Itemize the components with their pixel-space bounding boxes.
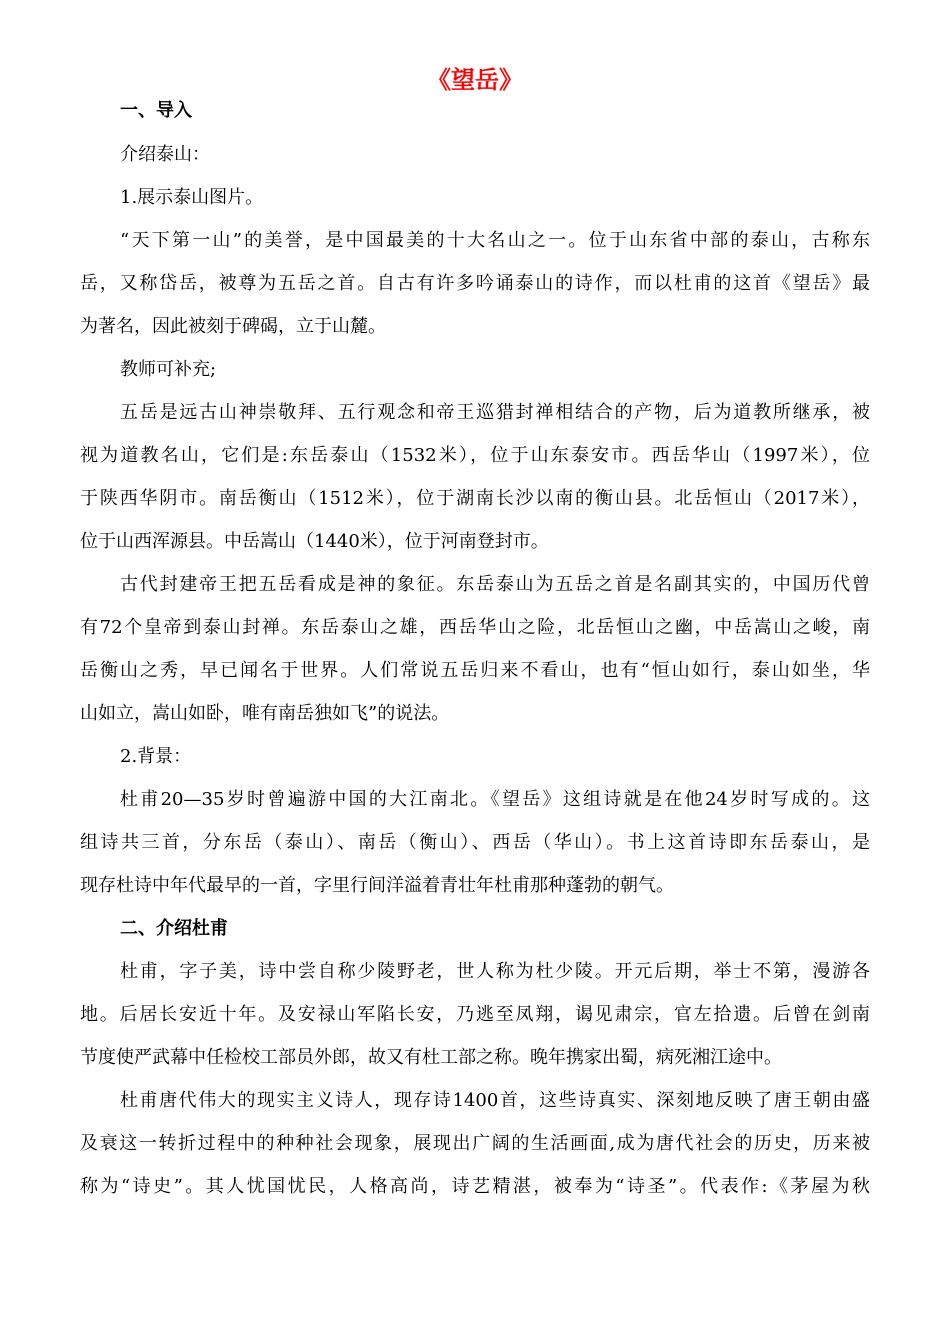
paragraph-line: “天下第一山”的美誉，是中国最美的十大名山之一。位于山东省中部的泰山，古称东 [120, 230, 870, 251]
paragraph-line: 为著名，因此被刻于碑碣，立于山麓。 [80, 316, 386, 337]
paragraph-line: 2.背景： [120, 746, 192, 767]
section-heading-intro: 一、导入 [120, 100, 192, 121]
paragraph-line: 山如立，嵩山如卧，唯有南岳独如飞”的说法。 [80, 703, 450, 724]
paragraph-line: 视为道教名山，它们是:东岳泰山（1532米），位于山东泰安市。西岳华山（1997米），位 [80, 445, 870, 466]
paragraph-line: 现存杜诗中年代最早的一首，字里行间洋溢着青壮年杜甫那种蓬勃的朝气。 [80, 875, 674, 896]
paragraph-line: 杜甫唐代伟大的现实主义诗人，现存诗1400首，这些诗真实、深刻地反映了唐王朝由盛 [120, 1090, 870, 1111]
paragraph-line: 地。后居长安近十年。及安禄山军陷长安，乃逃至凤翔，谒见肃宗，官左拾遗。后曾在剑南 [80, 1004, 870, 1025]
paragraph-line: 教师可补充; [120, 359, 217, 380]
paragraph-line: 组诗共三首，分东岳（泰山）、南岳（衡山）、西岳（华山）。书上这首诗即东岳泰山，是 [80, 832, 870, 853]
document-title: 《望岳》 [427, 66, 523, 94]
paragraph-line: 称为“诗史”。其人忧国忧民，人格高尚，诗艺精湛，被奉为“诗圣”。代表作:《茅屋为秋 [80, 1176, 870, 1197]
paragraph-line: 杜甫20—35岁时曾遍游中国的大江南北。《望岳》这组诗就是在他24岁时写成的。这 [120, 789, 870, 810]
paragraph-line: 介绍泰山： [120, 144, 210, 165]
section-heading-dufu: 二、介绍杜甫 [120, 918, 228, 939]
paragraph-line: 及衰这一转折过程中的种种社会现象，展现出广阔的生活画面,成为唐代社会的历史，历来被 [80, 1133, 870, 1154]
paragraph-line: 五岳是远古山神崇敬拜、五行观念和帝王巡猎封禅相结合的产物，后为道教所继承，被 [120, 402, 870, 423]
paragraph-line: 位于山西浑源县。中岳嵩山（1440米），位于河南登封市。 [80, 531, 549, 552]
paragraph-line: 节度使严武幕中任检校工部员外郎，故又有杜工部之称。晚年携家出蜀，病死湘江途中。 [80, 1047, 782, 1068]
paragraph-line: 岳，又称岱岳，被尊为五岳之首。自古有许多吟诵泰山的诗作，而以杜甫的这首《望岳》最 [80, 273, 870, 294]
paragraph-line: 古代封建帝王把五岳看成是神的象征。东岳泰山为五岳之首是名副其实的，中国历代曾 [120, 574, 870, 595]
paragraph-line: 有72个皇帝到泰山封禅。东岳泰山之雄，西岳华山之险，北岳恒山之幽，中岳嵩山之峻，南 [80, 617, 870, 638]
paragraph-line: 杜甫，字子美，诗中尝自称少陵野老，世人称为杜少陵。开元后期，举士不第，漫游各 [120, 961, 870, 982]
paragraph-line: 于陕西华阴市。南岳衡山（1512米），位于湖南长沙以南的衡山县。北岳恒山（2017米）， [80, 488, 870, 509]
paragraph-line: 岳衡山之秀，早已闻名于世界。人们常说五岳归来不看山，也有“恒山如行，泰山如坐，华 [80, 660, 870, 681]
paragraph-line: 1.展示泰山图片。 [120, 187, 264, 208]
